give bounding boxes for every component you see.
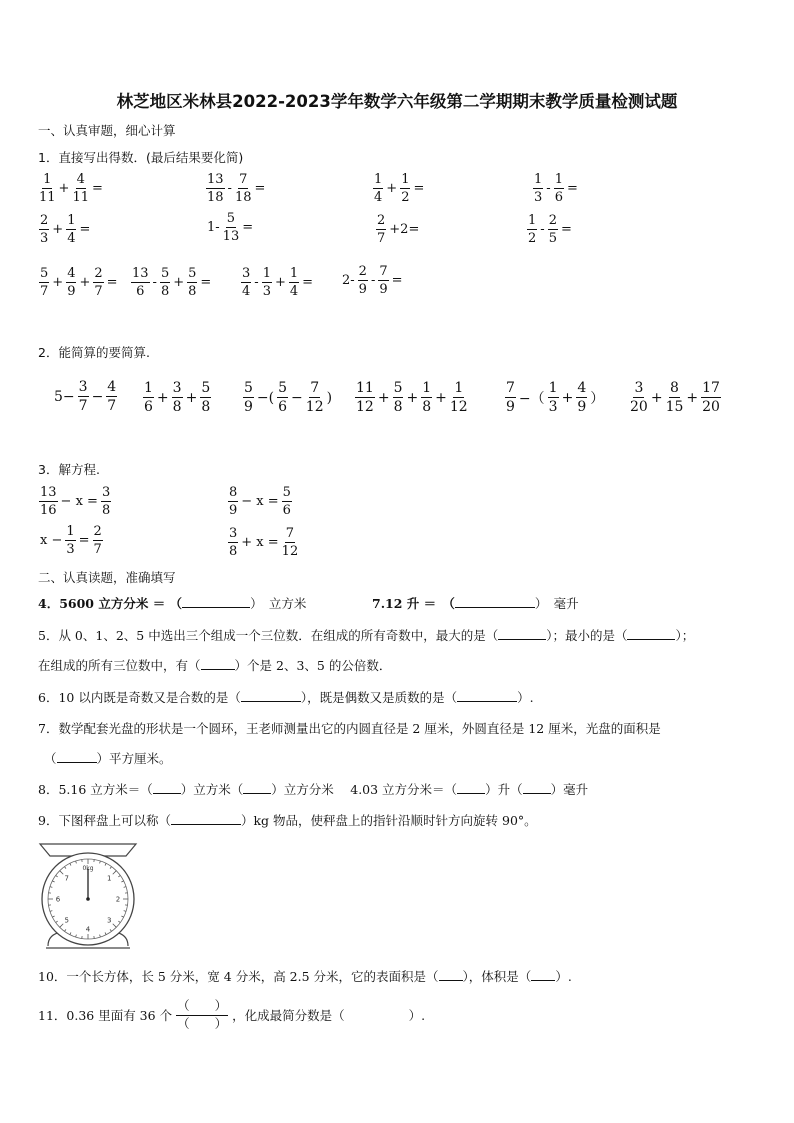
denominator: 8 [422, 399, 432, 415]
question-8 [38, 780, 588, 798]
operator: − [91, 388, 104, 405]
numerator: 1 [374, 172, 383, 187]
operator: + [79, 275, 91, 290]
numerator: 1 [534, 172, 543, 187]
denominator: 3 [66, 542, 75, 557]
page-title: 林芝地区米林县2022-2023学年数学六年级第二学期期末教学质量检测试题 [116, 92, 678, 111]
q11-text-a: 11．0.36 里面有 36 个 [38, 1008, 173, 1023]
fraction [373, 173, 383, 204]
fraction [172, 381, 183, 414]
fraction [241, 267, 251, 298]
q1-item [38, 265, 120, 298]
operator: 1- [207, 220, 220, 235]
numerator: 2 [94, 266, 103, 281]
q5-text-c: ）； [675, 628, 695, 643]
question-9 [38, 811, 537, 829]
denominator: 7 [40, 284, 49, 299]
denominator: 7 [94, 284, 103, 299]
q10-blank-1[interactable] [439, 969, 463, 981]
question-3-label: 3．解方程. [38, 462, 100, 477]
fraction [66, 267, 76, 298]
question-10 [38, 967, 572, 985]
scale-zero-label: 0kg [82, 865, 94, 872]
fraction [393, 381, 404, 414]
fraction [93, 267, 103, 298]
numerator: 5 [160, 266, 170, 281]
numerator: 3 [634, 380, 644, 396]
q1-item [205, 171, 267, 204]
denominator: 8 [172, 399, 182, 415]
numerator: 1 [289, 266, 299, 281]
q1-item [340, 265, 405, 296]
fraction [355, 381, 375, 414]
numerator: 1 [66, 524, 75, 539]
denominator: 12 [449, 399, 468, 415]
denominator: 2 [528, 231, 537, 246]
operator: - [152, 275, 157, 290]
q5-blank-2[interactable] [627, 628, 675, 640]
denominator: 4 [374, 190, 383, 205]
q2-item [629, 380, 722, 414]
operator: = [92, 181, 103, 196]
q5-blank-1[interactable] [498, 628, 546, 640]
q6-text-a: 6．10 以内既是奇数又是合数的是（ [38, 690, 241, 705]
q3-item [227, 525, 299, 558]
fraction [554, 173, 564, 204]
operator: −（ [518, 390, 545, 407]
scale-number: 4 [85, 925, 91, 934]
q8-blank-1[interactable] [153, 782, 181, 794]
numerator: 5 [201, 380, 211, 396]
fraction [450, 381, 468, 414]
q2-item [504, 380, 606, 414]
operator: + [185, 389, 198, 406]
q1-item [130, 265, 213, 298]
denominator: 18 [234, 190, 252, 205]
operator: + [173, 275, 185, 290]
q4-number: 4． [38, 596, 60, 611]
q3-item [38, 484, 112, 517]
operator: = [302, 275, 314, 290]
numerator: 1 [401, 172, 410, 187]
operator: + [52, 222, 64, 237]
q8-blank-4[interactable] [523, 782, 551, 794]
fraction [400, 173, 410, 204]
numerator: 7 [506, 380, 515, 396]
fraction [39, 267, 49, 298]
operator: ） [590, 390, 605, 407]
numerator: 1 [548, 380, 558, 396]
numerator: 4 [107, 379, 117, 395]
q11-fraction-blank[interactable] [176, 1000, 228, 1030]
numerator: 7 [310, 380, 320, 396]
numerator: 5 [226, 211, 236, 226]
denominator: 6 [136, 284, 145, 299]
numerator: 1 [454, 380, 464, 396]
denominator: 4 [242, 284, 251, 299]
denominator: 7 [107, 398, 117, 414]
operator: + [274, 275, 286, 290]
operator: = [413, 181, 425, 196]
numerator: 13 [132, 266, 149, 281]
denominator: 8 [229, 544, 238, 559]
numerator: 5 [278, 380, 288, 396]
denominator: 12 [281, 544, 299, 559]
q8-blank-2[interactable] [243, 782, 271, 794]
q4-text-c: 7.12 升 ＝ （ [372, 596, 455, 611]
question-5-line-2 [38, 656, 391, 674]
numerator: 11 [356, 380, 374, 396]
q7-text-a: （ [44, 751, 57, 766]
denominator: 3 [262, 284, 271, 299]
scale-number: 5 [64, 916, 70, 925]
denominator: 20 [702, 399, 720, 415]
scale-number: 1 [106, 874, 112, 883]
numerator: 13 [207, 172, 224, 187]
denominator: 9 [506, 399, 515, 415]
denominator: 8 [160, 284, 170, 299]
fraction [282, 486, 292, 517]
question-4 [38, 594, 306, 612]
q5-text-b: ）；最小的是（ [546, 628, 628, 643]
denominator: 18 [207, 190, 224, 205]
fraction [277, 381, 288, 414]
operator: = [106, 275, 118, 290]
denominator: 16 [40, 503, 57, 518]
q3-item [227, 484, 293, 517]
operator: ) [326, 389, 333, 406]
fraction [206, 173, 225, 204]
denominator: 11 [72, 190, 89, 205]
section-1-heading: 一、认真审题，细心计算 [38, 123, 176, 138]
fraction [262, 267, 272, 298]
operator: + [561, 389, 574, 406]
denominator: 9 [244, 399, 253, 415]
operator: = [254, 181, 266, 196]
fraction [548, 381, 559, 414]
q7-blank[interactable] [57, 751, 97, 763]
q5-text-d: 在组成的所有三位数中，有（ [38, 658, 201, 673]
fraction [505, 381, 516, 414]
operator: = [242, 220, 254, 235]
operator: 5− [54, 388, 75, 405]
fraction [228, 486, 238, 517]
q2-item [142, 380, 212, 414]
fraction [223, 212, 240, 243]
operator: + [406, 389, 419, 406]
q5-blank-3[interactable] [201, 658, 235, 670]
question-2-label: 2．能简算的要简算. [38, 345, 150, 360]
denominator: 5 [548, 231, 557, 246]
operator: - [546, 181, 551, 196]
denominator: 8 [101, 503, 111, 518]
q3-item [38, 525, 104, 556]
operator: = [78, 533, 90, 548]
denominator: 8 [393, 399, 403, 415]
numerator: 5 [393, 380, 403, 396]
denominator: 20 [630, 399, 648, 415]
fraction [548, 214, 558, 245]
denominator: 12 [305, 399, 324, 415]
q1-item [205, 212, 255, 243]
fraction [235, 173, 252, 204]
q8-text-d: ）升（ [485, 782, 523, 797]
q1-item [240, 265, 315, 298]
fraction [200, 381, 211, 414]
fraction [106, 380, 117, 413]
numerator: 3 [172, 380, 182, 396]
operator: + [686, 389, 699, 406]
operator: + x = [241, 535, 279, 550]
fraction [533, 173, 543, 204]
denominator: 9 [67, 284, 76, 299]
q8-text-b: ）立方米（ [180, 782, 244, 797]
operator: - [370, 273, 376, 288]
numerator: 7 [379, 264, 388, 279]
numerator: 3 [101, 485, 111, 500]
fraction [630, 381, 648, 414]
numerator: 5 [188, 266, 197, 281]
numerator: 5 [282, 485, 291, 500]
fraction [78, 380, 89, 413]
numerator: 3 [229, 526, 238, 541]
q10-text-b: ），体积是（ [462, 969, 532, 984]
q4-text-a: 5600 立方分米 ＝ （ [59, 596, 183, 611]
operator: 2- [342, 273, 355, 288]
q11-numerator: （ ） [176, 1000, 228, 1016]
operator: = [79, 222, 91, 237]
q7-text-b: ）平方厘米。 [96, 751, 172, 766]
q1-item [532, 171, 580, 204]
fraction [39, 486, 58, 517]
operator: - [540, 222, 545, 237]
question-6 [38, 688, 534, 706]
q4-text-d: ） 毫升 [534, 596, 579, 611]
q6-blank-1[interactable] [241, 690, 301, 702]
fraction [101, 486, 111, 517]
denominator: 4 [67, 231, 76, 246]
fraction [376, 214, 386, 245]
numerator: 1 [144, 380, 153, 396]
numerator: 2 [548, 213, 557, 228]
numerator: 17 [702, 380, 720, 396]
fraction [39, 214, 49, 245]
q2-item [354, 380, 469, 414]
q4-blank-2[interactable] [455, 596, 535, 608]
operator: = [200, 275, 212, 290]
q11-text-b: ，化成最简分数是（ [232, 1008, 345, 1023]
fraction [358, 265, 368, 296]
question-11 [38, 1000, 425, 1030]
fraction [421, 381, 432, 414]
denominator: 9 [229, 503, 238, 518]
operator: + [650, 389, 663, 406]
numerator: 2 [377, 213, 386, 228]
fraction [131, 267, 150, 298]
operator: = [566, 181, 578, 196]
question-1-label: 1．直接写出得数．(最后结果要化简) [38, 150, 244, 165]
fraction [66, 214, 76, 245]
q10-text-a: 10．一个长方体，长 5 分米，宽 4 分米，高 2.5 分米，它的表面积是（ [38, 969, 439, 984]
denominator: 6 [554, 190, 563, 205]
operator: + [156, 389, 169, 406]
numerator: 1 [67, 213, 76, 228]
operator: = [560, 222, 572, 237]
fraction [93, 525, 103, 556]
question-5-line-1 [38, 626, 694, 644]
q1-item [375, 212, 421, 245]
fraction [576, 381, 587, 414]
denominator: 9 [358, 282, 367, 297]
fraction [306, 381, 324, 414]
operator: +2= [389, 222, 420, 237]
q1-item [372, 171, 426, 204]
q11-denominator: （ ） [177, 1015, 228, 1031]
section-2-heading: 二、认真读题，准确填写 [38, 570, 176, 585]
q4-blank-1[interactable] [182, 596, 250, 608]
denominator: 15 [665, 399, 684, 415]
numerator: 8 [229, 485, 238, 500]
question-4-part-2 [372, 594, 579, 612]
q9-text-a: 9．下图秤盘上可以称（ [38, 813, 171, 828]
numerator: 7 [239, 172, 248, 187]
fraction [39, 173, 56, 204]
fraction [701, 381, 721, 414]
fraction [187, 267, 197, 298]
scale-number: 3 [106, 916, 112, 925]
denominator: 13 [222, 229, 240, 244]
q6-text-b: ），既是偶数又是质数的是（ [300, 690, 458, 705]
fraction [243, 381, 254, 414]
scale-number: 2 [115, 895, 121, 904]
question-7-line-1: 7．数学配套光盘的形状是一个圆环，王老师测量出它的内圆直径是 2 厘米，外圆直径是 12 厘米，光盘的面积是 [38, 721, 661, 736]
numerator: 1 [262, 266, 271, 281]
operator: − x = [60, 494, 98, 509]
denominator: 6 [144, 399, 153, 415]
numerator: 7 [285, 526, 295, 541]
denominator: 3 [534, 190, 543, 205]
denominator: 2 [401, 190, 410, 205]
numerator: 5 [244, 380, 253, 396]
fraction [666, 381, 684, 414]
operator: + [58, 181, 70, 196]
numerator: 5 [40, 266, 49, 281]
denominator: 8 [201, 399, 211, 415]
q8-blank-3[interactable] [457, 782, 485, 794]
numerator: 8 [670, 380, 679, 396]
q1-item [38, 171, 105, 204]
numerator: 13 [40, 485, 57, 500]
numerator: 1 [43, 172, 52, 187]
q4-text-b: ） 立方米 [250, 596, 307, 611]
q10-blank-2[interactable] [531, 969, 555, 981]
q9-blank[interactable] [171, 813, 241, 825]
denominator: 8 [188, 284, 197, 299]
numerator: 2 [40, 213, 49, 228]
operator: x − [40, 533, 63, 548]
q6-text-c: ）. [517, 690, 534, 705]
q2-item [52, 380, 118, 413]
denominator: 3 [548, 399, 558, 415]
q2-item [242, 380, 334, 414]
denominator: 6 [278, 399, 288, 415]
denominator: 12 [356, 399, 374, 415]
q8-text-a: 8．5.16 立方米＝（ [38, 782, 153, 797]
denominator: 11 [39, 190, 56, 205]
numerator: 4 [67, 266, 76, 281]
q1-item [526, 212, 574, 245]
denominator: 9 [577, 399, 587, 415]
denominator: 7 [78, 398, 88, 414]
denominator: 4 [289, 284, 299, 299]
operator: + [435, 389, 447, 406]
numerator: 1 [422, 380, 432, 396]
operator: − x = [241, 494, 279, 509]
weighing-scale-illustration [38, 842, 138, 954]
operator: −( [256, 389, 275, 406]
q8-text-e: ）毫升 [550, 782, 589, 797]
q11-text-c: ）. [408, 1008, 426, 1023]
numerator: 1 [528, 213, 537, 228]
fraction [289, 267, 299, 298]
scale-number: 7 [64, 874, 70, 883]
q9-text-b: ）kg 物品，使秤盘上的指针沿顺时针方向旋转 90°。 [240, 813, 537, 828]
denominator: 7 [377, 231, 386, 246]
denominator: 7 [93, 542, 102, 557]
q5-text-e: ）个是 2、3、5 的公倍数． [234, 658, 392, 673]
fraction [228, 527, 238, 558]
q1-item [38, 212, 92, 245]
numerator: 2 [93, 524, 102, 539]
operator: = [391, 273, 403, 288]
fraction [527, 214, 537, 245]
operator: − [291, 389, 303, 406]
q6-blank-2[interactable] [457, 690, 517, 702]
q10-text-c: ）. [555, 969, 572, 984]
numerator: 3 [78, 379, 88, 395]
numerator: 3 [242, 266, 251, 281]
denominator: 9 [379, 282, 388, 297]
q5-text-a: 5．从 0、1、2、5 中选出三个组成一个三位数．在组成的所有奇数中，最大的是（ [38, 628, 499, 643]
operator: + [386, 181, 398, 196]
denominator: 6 [282, 503, 291, 518]
denominator: 3 [40, 231, 49, 246]
fraction [282, 527, 299, 558]
operator: - [254, 275, 259, 290]
fraction [143, 381, 154, 414]
fraction [72, 173, 89, 204]
fraction [378, 265, 388, 296]
fraction [160, 267, 170, 298]
numerator: 1 [554, 172, 563, 187]
operator: - [227, 181, 232, 196]
numerator: 2 [358, 264, 367, 279]
numerator: 4 [577, 380, 587, 396]
operator: + [52, 275, 64, 290]
question-7-line-2 [44, 749, 172, 767]
scale-number: 6 [55, 895, 61, 904]
fraction [65, 525, 75, 556]
numerator: 4 [76, 172, 85, 187]
q8-text-c: ）立方分米 4.03 立方分米＝（ [271, 782, 458, 797]
operator: + [377, 389, 390, 406]
